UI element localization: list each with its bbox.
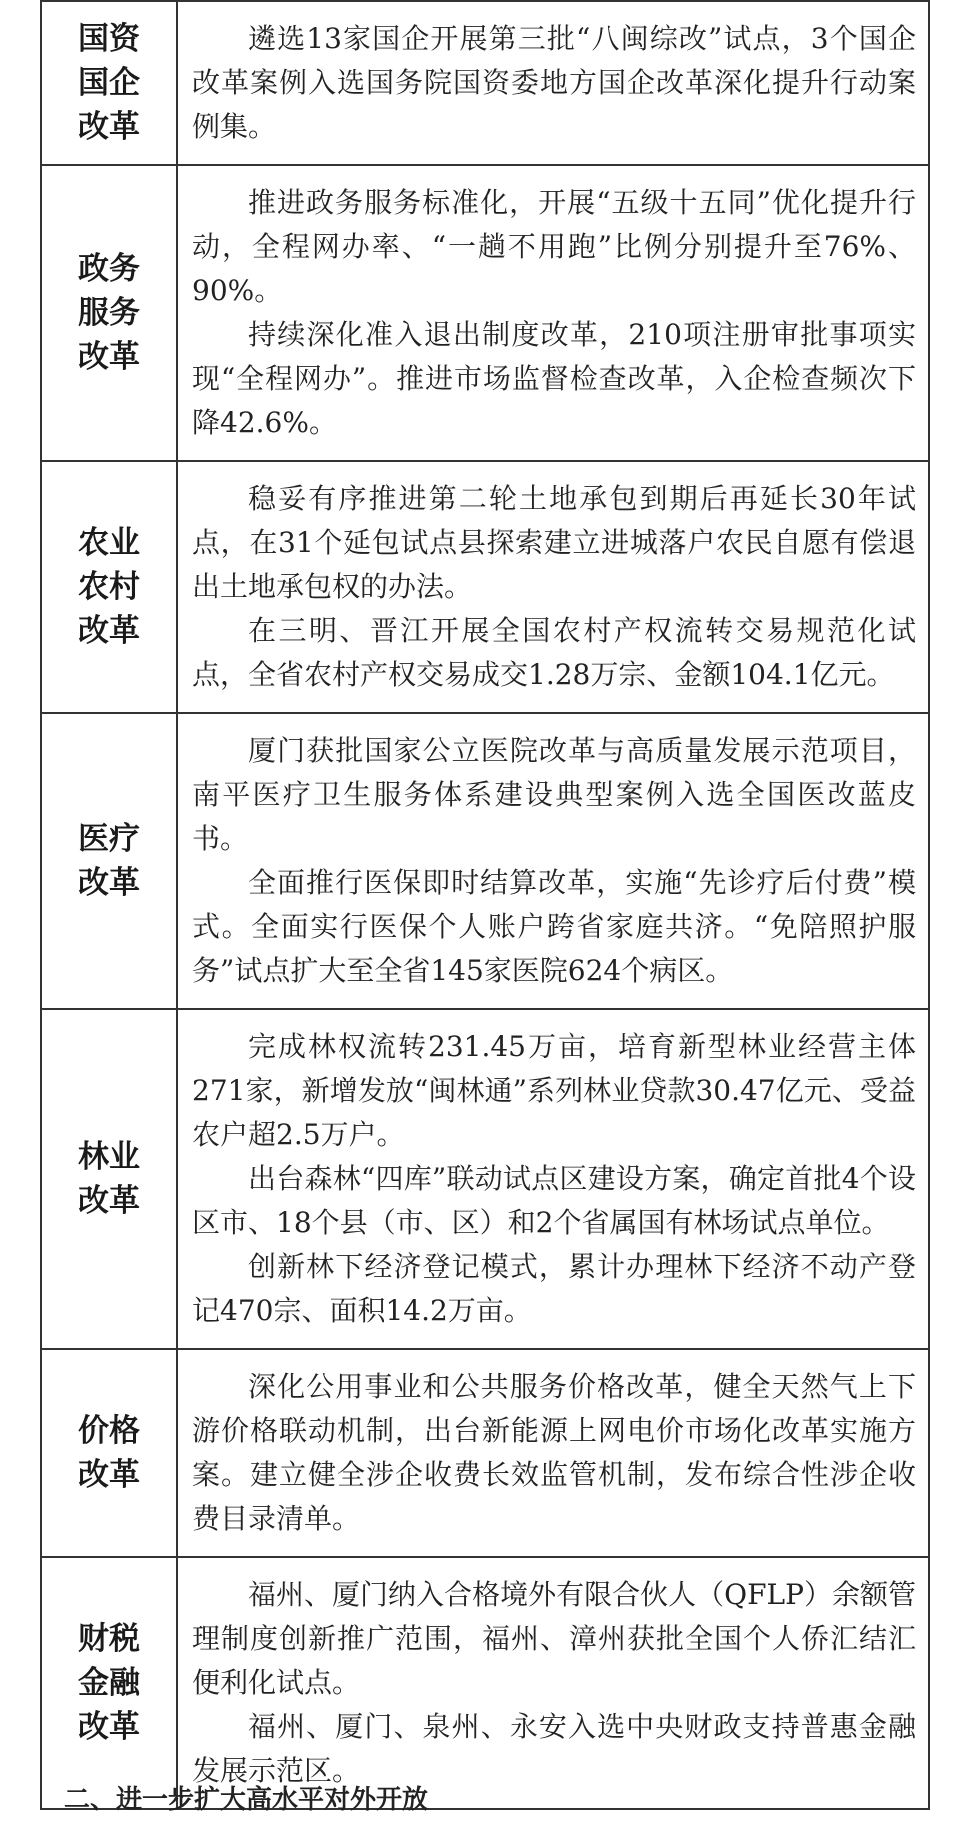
content-paragraph: 福州、厦门、泉州、永安入选中央财政支持普惠金融发展示范区。: [192, 1710, 916, 1787]
category-line: 政务: [78, 251, 140, 287]
category-line: 国企: [78, 65, 140, 101]
content-paragraph: 出台森林“四库”联动试点区建设方案，确定首批4个设区市、18个县（市、区）和2个省属国有林场试点单位。: [192, 1162, 916, 1239]
content-cell: [177, 713, 929, 1009]
table-row: [41, 713, 929, 1009]
content-paragraph: 深化公用事业和公共服务价格改革，健全天然气上下游价格联动机制，出台新能源上网电价市场化改革实施方案。建立健全涉企收费长效监管机制，发布综合性涉企收费目录清单。: [192, 1370, 916, 1535]
category-cell: [41, 1349, 177, 1557]
table-row: [41, 1009, 929, 1349]
content-paragraph: 完成林权流转231.45万亩，培育新型林业经营主体271家，新增发放“闽林通”系列林业贷款30.47亿元、受益农户超2.5万户。: [192, 1030, 916, 1151]
category-line: 农业: [78, 525, 140, 561]
table-row: [41, 1349, 929, 1557]
reform-table-body: [41, 1, 929, 1809]
category-cell: [41, 1557, 177, 1809]
content-cell: [177, 165, 929, 461]
category-cell: [41, 713, 177, 1009]
content-cell: [177, 1557, 929, 1809]
category-cell: [41, 1, 177, 165]
table-row: [41, 1, 929, 165]
category-line: 财税: [78, 1621, 140, 1657]
table-row: [41, 165, 929, 461]
next-section-heading-fragment: [64, 1785, 924, 1815]
content-paragraph: 全面推行医保即时结算改革，实施“先诊疗后付费”模式。全面实行医保个人账户跨省家庭共济。“免陪照护服务”试点扩大至全省145家医院624个病区。: [192, 866, 916, 987]
table-row: [41, 1557, 929, 1809]
next-section-heading-text: 二、进一步扩大高水平对外开放: [64, 1785, 429, 1815]
category-line: 改革: [78, 1709, 140, 1745]
table-row: [41, 461, 929, 713]
category-cell: [41, 461, 177, 713]
content-paragraph: 持续深化准入退出制度改革，210项注册审批事项实现“全程网办”。推进市场监督检查改革，入企检查频次下降42.6%。: [192, 318, 916, 439]
content-cell: [177, 461, 929, 713]
category-line: 农村: [78, 569, 140, 605]
content-paragraph: 推进政务服务标准化，开展“五级十五同”优化提升行动，全程网办率、“一趟不用跑”比例分别提升至76%、90%。: [192, 186, 916, 307]
category-cell: [41, 165, 177, 461]
category-line: 改革: [78, 1183, 140, 1219]
content-paragraph: 稳妥有序推进第二轮土地承包到期后再延长30年试点，在31个延包试点县探索建立进城落户农民自愿有偿退出土地承包权的办法。: [192, 482, 916, 603]
category-line: 服务: [78, 295, 140, 331]
content-cell: [177, 1349, 929, 1557]
content-cell: [177, 1, 929, 165]
category-line: 金融: [78, 1665, 140, 1701]
category-line: 改革: [78, 865, 140, 901]
reform-table: [40, 0, 930, 1810]
content-paragraph: 遴选13家国企开展第三批“八闽综改”试点，3个国企改革案例入选国务院国资委地方国企改革深化提升行动案例集。: [192, 22, 916, 143]
category-line: 改革: [78, 109, 140, 145]
content-paragraph: 创新林下经济登记模式，累计办理林下经济不动产登记470宗、面积14.2万亩。: [192, 1250, 916, 1327]
category-line: 价格: [78, 1413, 140, 1449]
category-line: 林业: [78, 1139, 140, 1175]
category-line: 医疗: [78, 821, 140, 857]
content-paragraph: 厦门获批国家公立医院改革与高质量发展示范项目，南平医疗卫生服务体系建设典型案例入选全国医改蓝皮书。: [192, 734, 916, 855]
category-line: 国资: [78, 21, 140, 57]
content-paragraph: 在三明、晋江开展全国农村产权流转交易规范化试点，全省农村产权交易成交1.28万宗、金额104.1亿元。: [192, 614, 916, 691]
content-cell: [177, 1009, 929, 1349]
content-paragraph: 福州、厦门纳入合格境外有限合伙人（QFLP）余额管理制度创新推广范围，福州、漳州获批全国个人侨汇结汇便利化试点。: [192, 1578, 916, 1699]
category-line: 改革: [78, 339, 140, 375]
category-line: 改革: [78, 1457, 140, 1493]
category-cell: [41, 1009, 177, 1349]
category-line: 改革: [78, 613, 140, 649]
